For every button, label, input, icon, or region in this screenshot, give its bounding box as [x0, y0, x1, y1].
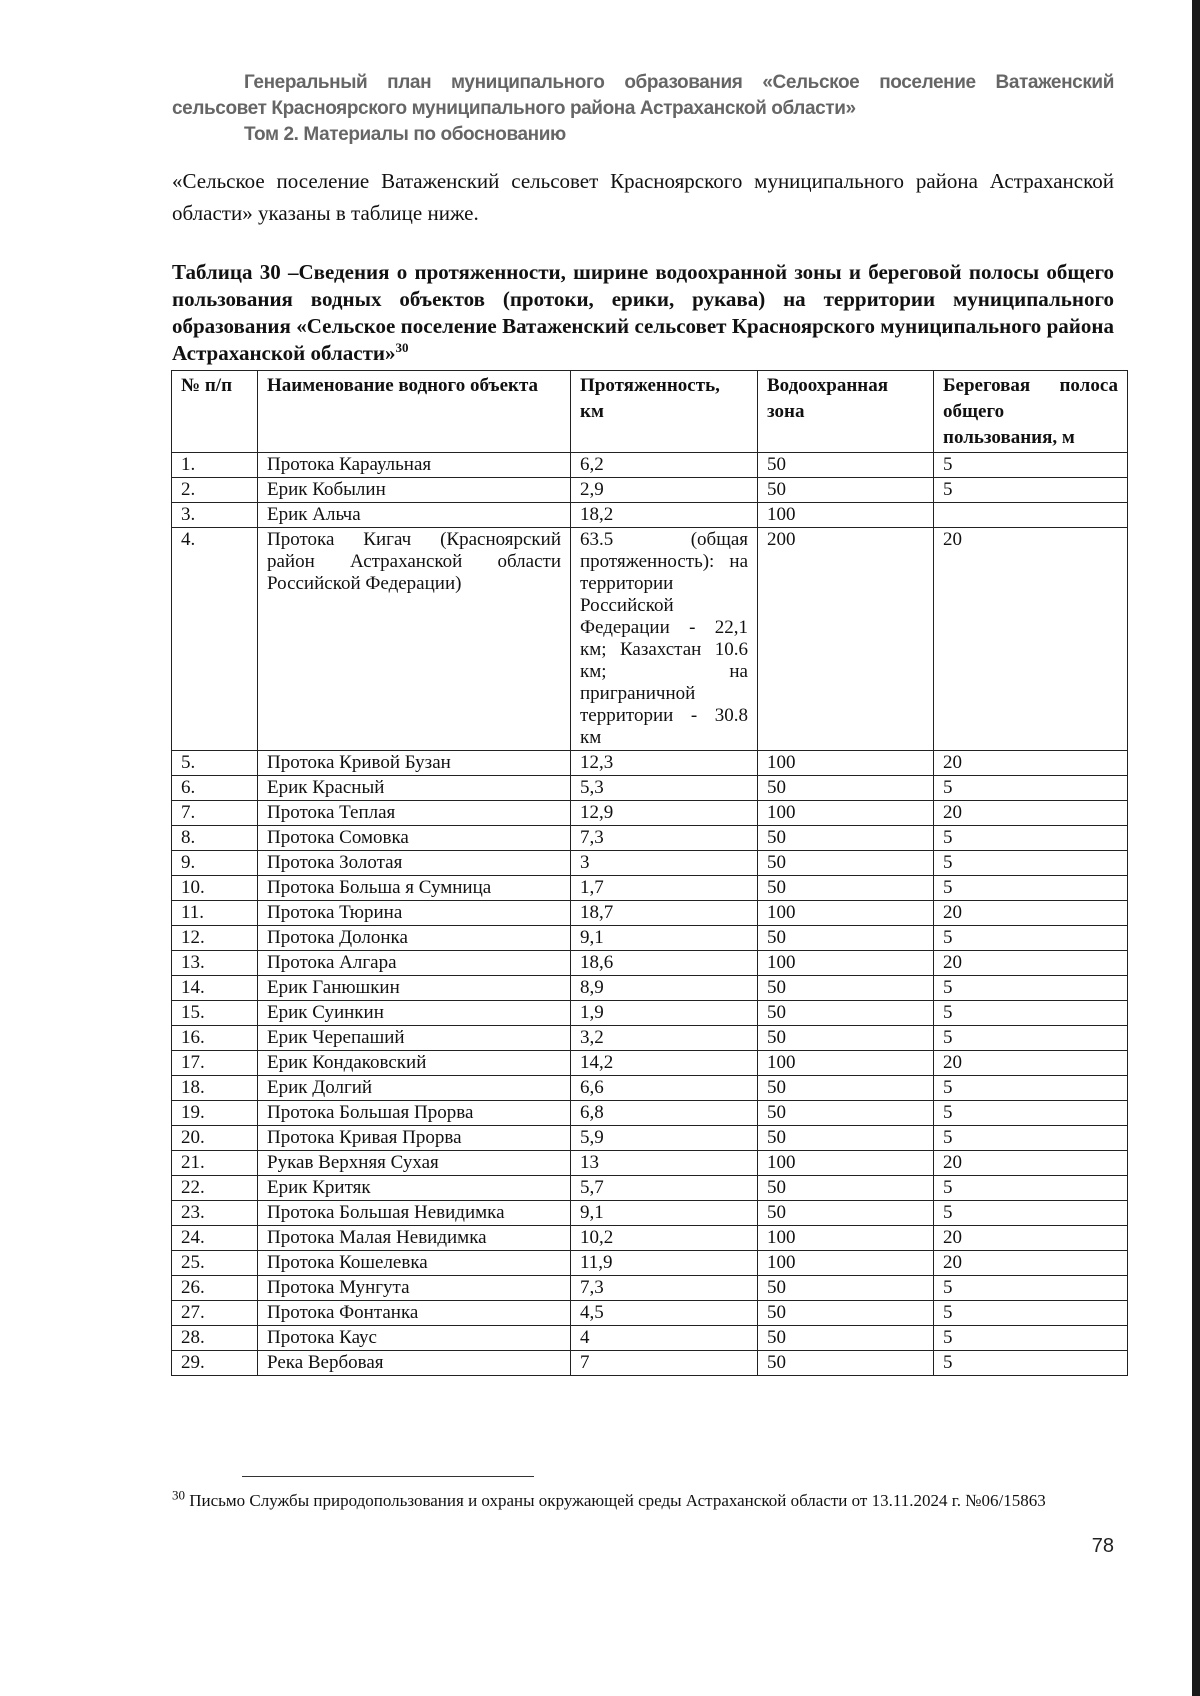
table-row — [172, 951, 1128, 976]
table-row — [172, 926, 1128, 951]
cell-water-object-name: Протока Алгара — [258, 951, 571, 976]
cell-water-object-name: Ерик Черепаший — [258, 1026, 571, 1051]
footnote — [172, 1489, 1114, 1512]
cell-length-km: 9,1 — [571, 926, 758, 951]
cell-water-protection-zone: 100 — [758, 751, 934, 776]
cell-row-number: 25. — [172, 1251, 258, 1276]
table-row — [172, 1176, 1128, 1201]
cell-water-protection-zone: 50 — [758, 1001, 934, 1026]
cell-coastal-strip-width: 5 — [934, 1026, 1128, 1051]
cell-coastal-strip-width: 20 — [934, 751, 1128, 776]
table-row — [172, 1076, 1128, 1101]
cell-water-object-name: Ерик Кобылин — [258, 478, 571, 503]
cell-row-number: 3. — [172, 503, 258, 528]
cell-row-number: 26. — [172, 1276, 258, 1301]
table-row — [172, 503, 1128, 528]
cell-water-protection-zone: 50 — [758, 851, 934, 876]
cell-coastal-strip-width: 20 — [934, 801, 1128, 826]
cell-row-number: 14. — [172, 976, 258, 1001]
cell-water-object-name: Ерик Суинкин — [258, 1001, 571, 1026]
cell-row-number: 24. — [172, 1226, 258, 1251]
cell-length-km: 5,3 — [571, 776, 758, 801]
cell-length-km: 13 — [571, 1151, 758, 1176]
table-header-row — [172, 371, 1128, 453]
header-line-1: Генеральный план муниципального образования «Сельское поселение Ватаженский — [244, 72, 1114, 93]
cell-coastal-strip-width: 5 — [934, 1101, 1128, 1126]
cell-coastal-strip-width: 5 — [934, 478, 1128, 503]
cell-water-object-name: Ерик Ганюшкин — [258, 976, 571, 1001]
cell-length-km: 3 — [571, 851, 758, 876]
cell-water-protection-zone: 50 — [758, 1176, 934, 1201]
cell-water-protection-zone: 50 — [758, 1301, 934, 1326]
table-row — [172, 851, 1128, 876]
table-row — [172, 801, 1128, 826]
cell-row-number: 10. — [172, 876, 258, 901]
cell-water-object-name: Ерик Долгий — [258, 1076, 571, 1101]
table-row — [172, 1251, 1128, 1276]
cell-coastal-strip-width: 20 — [934, 1051, 1128, 1076]
cell-length-km: 6,6 — [571, 1076, 758, 1101]
cell-row-number: 5. — [172, 751, 258, 776]
cell-water-object-name: Протока Больша я Сумница — [258, 876, 571, 901]
cell-coastal-strip-width: 20 — [934, 1151, 1128, 1176]
cell-length-km: 12,3 — [571, 751, 758, 776]
cell-water-object-name: Протока Кривая Прорва — [258, 1126, 571, 1151]
cell-water-protection-zone: 50 — [758, 1101, 934, 1126]
table-row — [172, 1126, 1128, 1151]
cell-length-km: 5,9 — [571, 1126, 758, 1151]
cell-coastal-strip-width: 20 — [934, 901, 1128, 926]
cell-row-number: 20. — [172, 1126, 258, 1151]
cell-water-protection-zone: 50 — [758, 826, 934, 851]
table-row — [172, 1226, 1128, 1251]
cell-water-object-name: Протока Караульная — [258, 453, 571, 478]
table-row — [172, 1276, 1128, 1301]
column-header-name: Наименование водного объекта — [258, 371, 571, 453]
cell-coastal-strip-width: 5 — [934, 1276, 1128, 1301]
cell-water-object-name: Протока Большая Невидимка — [258, 1201, 571, 1226]
cell-coastal-strip-width: 5 — [934, 1301, 1128, 1326]
cell-coastal-strip-width: 5 — [934, 876, 1128, 901]
cell-row-number: 7. — [172, 801, 258, 826]
cell-water-protection-zone: 100 — [758, 801, 934, 826]
cell-water-protection-zone: 50 — [758, 478, 934, 503]
cell-length-km: 6,2 — [571, 453, 758, 478]
cell-length-km: 12,9 — [571, 801, 758, 826]
cell-row-number: 2. — [172, 478, 258, 503]
cell-length-km: 6,8 — [571, 1101, 758, 1126]
column-header-length: Протяженность, км — [571, 371, 758, 453]
table-row — [172, 1201, 1128, 1226]
cell-water-protection-zone: 50 — [758, 1026, 934, 1051]
column-header-coastal-strip: Береговая полоса общего пользования, м — [934, 371, 1128, 453]
cell-length-km: 4 — [571, 1326, 758, 1351]
cell-length-km: 7,3 — [571, 1276, 758, 1301]
table-row — [172, 826, 1128, 851]
cell-length-km: 18,6 — [571, 951, 758, 976]
header-volume-title: Том 2. Материалы по обоснованию — [244, 124, 566, 145]
cell-water-object-name: Протока Долонка — [258, 926, 571, 951]
cell-water-object-name: Рукав Верхняя Сухая — [258, 1151, 571, 1176]
cell-water-object-name: Протока Большая Прорва — [258, 1101, 571, 1126]
cell-coastal-strip-width: 20 — [934, 951, 1128, 976]
cell-water-object-name: Протока Сомовка — [258, 826, 571, 851]
intro-paragraph: «Сельское поселение Ватаженский сельсовет Красноярского муниципального района Астраханской области» указаны в таблице ниже. — [172, 169, 1114, 225]
cell-row-number: 4. — [172, 528, 258, 751]
cell-row-number: 19. — [172, 1101, 258, 1126]
table-row — [172, 1351, 1128, 1376]
cell-water-object-name: Протока Мунгута — [258, 1276, 571, 1301]
cell-length-km: 9,1 — [571, 1201, 758, 1226]
cell-length-km: 10,2 — [571, 1226, 758, 1251]
page-number: 78 — [1091, 1535, 1114, 1557]
cell-water-protection-zone: 50 — [758, 1076, 934, 1101]
cell-length-km: 7 — [571, 1351, 758, 1376]
cell-water-protection-zone: 100 — [758, 1051, 934, 1076]
cell-water-protection-zone: 50 — [758, 1126, 934, 1151]
cell-coastal-strip-width: 5 — [934, 851, 1128, 876]
cell-coastal-strip-width: 5 — [934, 1326, 1128, 1351]
cell-water-protection-zone: 100 — [758, 951, 934, 976]
cell-water-object-name: Протока Каус — [258, 1326, 571, 1351]
cell-water-protection-zone: 50 — [758, 453, 934, 478]
cell-water-protection-zone: 100 — [758, 1151, 934, 1176]
cell-water-protection-zone: 50 — [758, 1276, 934, 1301]
cell-water-protection-zone: 50 — [758, 926, 934, 951]
water-objects-table — [171, 370, 1128, 1376]
table-row — [172, 1101, 1128, 1126]
cell-row-number: 29. — [172, 1351, 258, 1376]
cell-length-km: 63.5 (общая протяженность): на территории Российской Федерации - 22,1 км; Казахстан 10.6 км; на приграничной территории - 30.8 км — [571, 528, 758, 751]
cell-length-km: 4,5 — [571, 1301, 758, 1326]
cell-coastal-strip-width: 5 — [934, 1351, 1128, 1376]
cell-water-object-name: Протока Золотая — [258, 851, 571, 876]
cell-row-number: 15. — [172, 1001, 258, 1026]
cell-row-number: 27. — [172, 1301, 258, 1326]
cell-water-protection-zone: 50 — [758, 1351, 934, 1376]
cell-coastal-strip-width: 20 — [934, 528, 1128, 751]
cell-row-number: 12. — [172, 926, 258, 951]
cell-row-number: 17. — [172, 1051, 258, 1076]
footnote-text: Письмо Службы природопользования и охраны окружающей среды Астраханской области от 13.11.2024 г. №06/15863 — [189, 1491, 1046, 1510]
cell-row-number: 1. — [172, 453, 258, 478]
cell-water-protection-zone: 100 — [758, 503, 934, 528]
cell-coastal-strip-width: 5 — [934, 453, 1128, 478]
running-header — [172, 70, 1114, 148]
table-row — [172, 1051, 1128, 1076]
cell-row-number: 23. — [172, 1201, 258, 1226]
table-row — [172, 1026, 1128, 1051]
cell-row-number: 16. — [172, 1026, 258, 1051]
cell-row-number: 18. — [172, 1076, 258, 1101]
cell-water-protection-zone: 100 — [758, 901, 934, 926]
cell-water-protection-zone: 50 — [758, 1201, 934, 1226]
cell-row-number: 21. — [172, 1151, 258, 1176]
cell-water-object-name: Протока Кривой Бузан — [258, 751, 571, 776]
cell-length-km: 2,9 — [571, 478, 758, 503]
cell-coastal-strip-width: 5 — [934, 826, 1128, 851]
cell-coastal-strip-width: 5 — [934, 976, 1128, 1001]
footnote-separator — [242, 1476, 534, 1477]
page-edge-border — [1192, 0, 1200, 1696]
table-caption-text: Таблица 30 –Сведения о протяженности, ширине водоохранной зоны и береговой полосы общего пользования водных объектов (протоки, ерики, рукава) на территории муниципального образования «Сельское поселение Ватаженский сельсовет Красноярского муниципального района Астраханской области» — [172, 260, 1114, 365]
cell-water-protection-zone: 50 — [758, 976, 934, 1001]
table-row — [172, 453, 1128, 478]
table-row — [172, 1326, 1128, 1351]
table-row — [172, 751, 1128, 776]
cell-water-protection-zone: 100 — [758, 1251, 934, 1276]
cell-length-km: 11,9 — [571, 1251, 758, 1276]
cell-length-km: 18,2 — [571, 503, 758, 528]
cell-coastal-strip-width — [934, 503, 1128, 528]
table-row — [172, 901, 1128, 926]
table-caption — [172, 259, 1114, 367]
table-row — [172, 1001, 1128, 1026]
table-row — [172, 876, 1128, 901]
cell-row-number: 28. — [172, 1326, 258, 1351]
cell-coastal-strip-width: 5 — [934, 1201, 1128, 1226]
cell-coastal-strip-width: 5 — [934, 1076, 1128, 1101]
footnote-reference[interactable]: 30 — [395, 340, 409, 355]
table-row — [172, 478, 1128, 503]
cell-water-object-name: Протока Теплая — [258, 801, 571, 826]
cell-length-km: 14,2 — [571, 1051, 758, 1076]
cell-row-number: 13. — [172, 951, 258, 976]
cell-length-km: 3,2 — [571, 1026, 758, 1051]
cell-water-object-name: Ерик Критяк — [258, 1176, 571, 1201]
cell-water-object-name: Протока Малая Невидимка — [258, 1226, 571, 1251]
cell-row-number: 9. — [172, 851, 258, 876]
cell-water-object-name: Протока Фонтанка — [258, 1301, 571, 1326]
table-row — [172, 1301, 1128, 1326]
cell-length-km: 18,7 — [571, 901, 758, 926]
cell-row-number: 6. — [172, 776, 258, 801]
table-row — [172, 776, 1128, 801]
table-row — [172, 976, 1128, 1001]
cell-coastal-strip-width: 5 — [934, 1176, 1128, 1201]
footnote-number: 30 — [172, 1487, 185, 1503]
cell-water-object-name: Протока Тюрина — [258, 901, 571, 926]
cell-water-protection-zone: 50 — [758, 1326, 934, 1351]
header-line-2: сельсовет Красноярского муниципального района Астраханской области» — [172, 98, 856, 119]
cell-coastal-strip-width: 20 — [934, 1226, 1128, 1251]
cell-water-protection-zone: 50 — [758, 776, 934, 801]
column-header-number: № п/п — [172, 371, 258, 453]
cell-water-object-name: Река Вербовая — [258, 1351, 571, 1376]
cell-coastal-strip-width: 5 — [934, 1001, 1128, 1026]
column-header-water-protection-zone: Водоохранная зона — [758, 371, 934, 453]
cell-row-number: 22. — [172, 1176, 258, 1201]
cell-water-protection-zone: 200 — [758, 528, 934, 751]
cell-row-number: 11. — [172, 901, 258, 926]
cell-water-object-name: Ерик Альча — [258, 503, 571, 528]
cell-length-km: 1,7 — [571, 876, 758, 901]
table-row — [172, 1151, 1128, 1176]
cell-water-object-name: Протока Кигач (Красноярский район Астраханской области Российской Федерации) — [258, 528, 571, 751]
cell-length-km: 5,7 — [571, 1176, 758, 1201]
cell-coastal-strip-width: 20 — [934, 1251, 1128, 1276]
cell-coastal-strip-width: 5 — [934, 926, 1128, 951]
cell-length-km: 1,9 — [571, 1001, 758, 1026]
table-body — [172, 453, 1128, 1376]
cell-coastal-strip-width: 5 — [934, 1126, 1128, 1151]
cell-water-object-name: Ерик Красный — [258, 776, 571, 801]
cell-length-km: 8,9 — [571, 976, 758, 1001]
table-row — [172, 528, 1128, 751]
cell-coastal-strip-width: 5 — [934, 776, 1128, 801]
cell-row-number: 8. — [172, 826, 258, 851]
cell-water-object-name: Ерик Кондаковский — [258, 1051, 571, 1076]
cell-length-km: 7,3 — [571, 826, 758, 851]
cell-water-protection-zone: 100 — [758, 1226, 934, 1251]
cell-water-object-name: Протока Кошелевка — [258, 1251, 571, 1276]
cell-water-protection-zone: 50 — [758, 876, 934, 901]
